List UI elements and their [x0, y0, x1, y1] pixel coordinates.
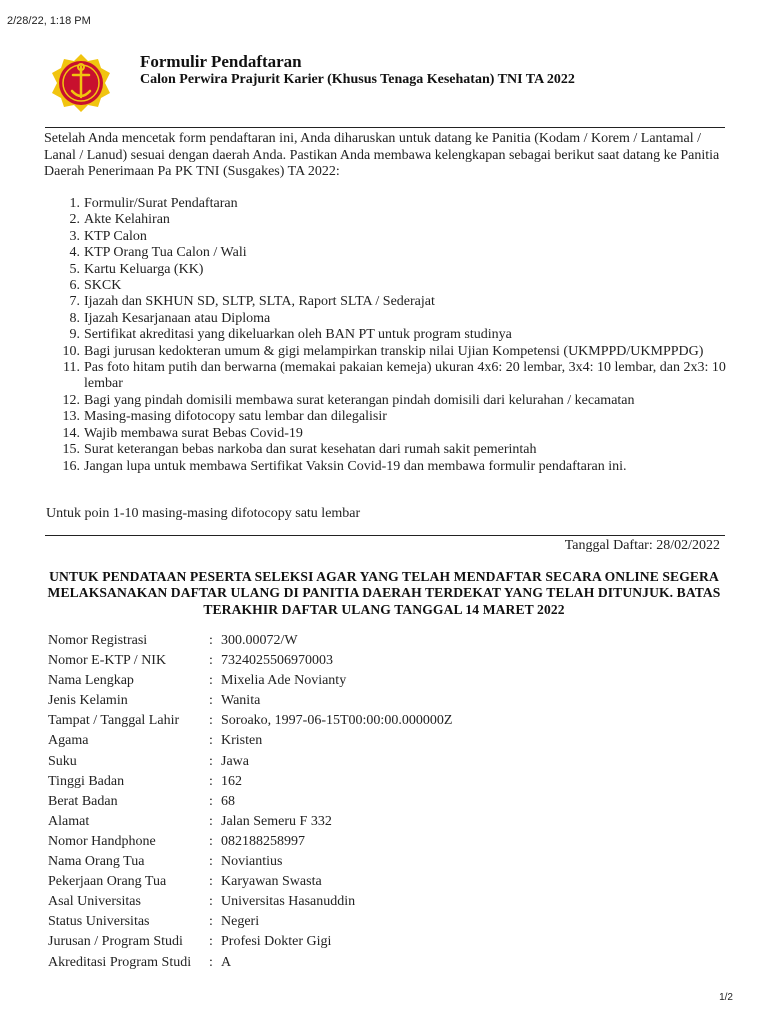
field-value: 082188258997: [221, 833, 305, 849]
reregistration-notice: UNTUK PENDATAAN PESERTA SELEKSI AGAR YANG TELAH MENDAFTAR SECARA ONLINE SEGERA MELAKSANAKAN DAFTAR ULANG DI PANITIA DAERAH TERDEKAT YANG TELAH DITUNJUK. BATAS TERAKHIR DAFTAR ULANG TANGGAL 14 MARET 2022: [47, 569, 721, 617]
requirement-number: 3.: [69, 228, 80, 244]
requirement-text: Ijazah Kesarjanaan atau Diploma: [84, 310, 271, 326]
requirement-number: 12.: [62, 392, 80, 408]
requirements-list: [46, 196, 726, 475]
field-value: Kristen: [221, 733, 263, 749]
field-value: Mixelia Ade Novianty: [221, 673, 347, 689]
requirement-item: [46, 442, 726, 458]
field-separator: :: [209, 833, 213, 849]
requirement-text: Formulir/Surat Pendaftaran: [84, 196, 238, 211]
field-value: Soroako, 1997-06-15T00:00:00.000000Z: [221, 713, 453, 729]
data-row: [46, 893, 452, 913]
field-separator: :: [209, 854, 213, 870]
data-row: [46, 793, 452, 813]
requirement-text: Kartu Keluarga (KK): [84, 261, 204, 277]
field-label: Status Universitas: [48, 914, 150, 930]
field-label: Alamat: [48, 813, 90, 829]
data-row: [46, 652, 452, 672]
requirement-item: [46, 426, 726, 442]
field-label: Agama: [48, 733, 89, 749]
field-label: Nomor Registrasi: [48, 633, 148, 648]
intro-paragraph: Setelah Anda mencetak form pendaftaran ini, Anda diharuskan untuk datang ke Panitia (Kodam / Korem / Lantamal / Lanal / Lanud) sesuai dengan daerah Anda. Pastikan Anda membawa kelengkapan sebagai berikut saat datang ke Panitia Daerah Penerimaan Pa PK TNI (Susgakes) TA 2022:: [44, 131, 720, 179]
field-label: Suku: [48, 753, 77, 769]
applicant-data-table: [46, 632, 452, 974]
field-value: Negeri: [221, 914, 260, 930]
data-row: [46, 632, 452, 652]
print-timestamp: 2/28/22, 1:18 PM: [7, 15, 91, 27]
data-row: [46, 853, 452, 873]
note-text: Untuk poin 1-10 masing-masing difotocopy satu lembar: [46, 506, 361, 521]
requirement-number: 4.: [69, 245, 80, 261]
requirement-item: [46, 409, 726, 425]
requirement-item: [46, 212, 726, 228]
requirement-text: Akte Kelahiran: [84, 212, 170, 228]
requirement-item: [46, 294, 726, 310]
requirement-number: 9.: [69, 327, 80, 343]
divider-bottom: [45, 535, 725, 536]
requirement-text: KTP Orang Tua Calon / Wali: [84, 245, 247, 261]
field-label: Nama Lengkap: [48, 673, 134, 689]
field-separator: :: [209, 914, 213, 930]
field-separator: :: [209, 793, 213, 809]
tni-emblem-icon: [51, 53, 111, 113]
requirement-text: Jangan lupa untuk membawa Sertifikat Vaksin Covid-19 dan membawa formulir pendaftaran ini.: [84, 458, 627, 474]
field-separator: :: [209, 934, 213, 950]
requirement-item: [46, 245, 726, 261]
requirement-item: [46, 344, 726, 360]
registration-date: Tanggal Daftar: 28/02/2022: [564, 538, 720, 553]
requirement-number: 2.: [69, 212, 80, 228]
requirement-number: 10.: [62, 343, 80, 359]
data-row: [46, 813, 452, 833]
field-value: 68: [221, 793, 235, 809]
data-row: [46, 933, 452, 953]
field-value: Jawa: [221, 753, 249, 769]
field-value: A: [221, 954, 232, 970]
requirement-number: 7.: [69, 294, 80, 310]
field-separator: :: [209, 733, 213, 749]
form-title: Formulir Pendaftaran: [140, 52, 302, 71]
requirement-text: Ijazah dan SKHUN SD, SLTP, SLTA, Raport SLTA / Sederajat: [84, 294, 435, 310]
field-label: Pekerjaan Orang Tua: [48, 874, 167, 890]
field-separator: :: [209, 813, 213, 829]
requirement-number: 8.: [69, 310, 80, 326]
field-separator: :: [209, 633, 213, 648]
requirement-item: [46, 360, 726, 393]
field-separator: :: [209, 954, 213, 970]
requirement-number: 1.: [69, 196, 80, 211]
data-row: [46, 833, 452, 853]
data-row: [46, 732, 452, 752]
requirement-text: Masing-masing difotocopy satu lembar dan dilegalisir: [84, 409, 387, 425]
requirement-number: 16.: [62, 458, 80, 474]
field-separator: :: [209, 673, 213, 689]
field-separator: :: [209, 894, 213, 910]
field-separator: :: [209, 753, 213, 769]
field-value: Noviantius: [221, 854, 283, 870]
field-separator: :: [209, 653, 213, 669]
requirement-item: [46, 393, 726, 409]
field-label: Tinggi Badan: [48, 773, 125, 789]
page-number: 1/2: [719, 992, 733, 1003]
data-row: [46, 954, 452, 974]
requirement-number: 6.: [69, 278, 80, 294]
requirement-item: [46, 327, 726, 343]
requirement-item: [46, 311, 726, 327]
field-value: Universitas Hasanuddin: [221, 894, 356, 910]
requirement-text: Bagi yang pindah domisili membawa surat keterangan pindah domisili dari kelurahan / kecamatan: [84, 392, 635, 408]
requirement-text: SKCK: [84, 278, 122, 294]
field-label: Jenis Kelamin: [48, 693, 128, 709]
requirement-item: [46, 229, 726, 245]
requirement-item: [46, 196, 726, 212]
divider-top: [45, 127, 725, 128]
field-label: Nomor E-KTP / NIK: [48, 653, 167, 669]
field-separator: :: [209, 693, 213, 709]
requirement-number: 13.: [62, 409, 80, 425]
field-label: Tampat / Tanggal Lahir: [48, 713, 180, 729]
field-label: Nama Orang Tua: [48, 854, 145, 870]
data-row: [46, 913, 452, 933]
field-label: Berat Badan: [48, 793, 118, 809]
field-value: Karyawan Swasta: [221, 874, 322, 890]
form-subtitle: Calon Perwira Prajurit Karier (Khusus Tenaga Kesehatan) TNI TA 2022: [140, 72, 575, 87]
requirement-text: Bagi jurusan kedokteran umum & gigi melampirkan transkip nilai Ujian Kompetensi (UKMPPD/UKMPPDG): [84, 343, 704, 359]
field-value: Profesi Dokter Gigi: [221, 934, 332, 950]
data-row: [46, 753, 452, 773]
data-row: [46, 672, 452, 692]
requirement-text: Surat keterangan bebas narkoba dan surat kesehatan dari rumah sakit pemerintah: [84, 442, 537, 458]
data-row: [46, 873, 452, 893]
requirement-number: 11.: [63, 360, 80, 376]
data-row: [46, 692, 452, 712]
field-label: Asal Universitas: [48, 894, 141, 910]
field-value: 162: [221, 773, 242, 789]
field-separator: :: [209, 874, 213, 890]
requirement-text: Pas foto hitam putih dan berwarna (memakai pakaian kemeja) ukuran 4x6: 20 lembar, 3x4: 10 lembar, dan 2x3: 10 lembar: [84, 360, 726, 392]
data-row: [46, 773, 452, 793]
requirement-number: 5.: [69, 261, 80, 277]
requirement-number: 15.: [62, 442, 80, 458]
requirement-text: KTP Calon: [84, 228, 147, 244]
field-label: Jurusan / Program Studi: [48, 934, 183, 950]
requirement-text: Sertifikat akreditasi yang dikeluarkan oleh BAN PT untuk program studinya: [84, 327, 512, 343]
requirement-item: [46, 278, 726, 294]
data-row: [46, 712, 452, 732]
requirement-number: 14.: [62, 425, 80, 441]
field-label: Nomor Handphone: [48, 833, 156, 849]
requirement-text: Wajib membawa surat Bebas Covid-19: [84, 425, 303, 441]
field-separator: :: [209, 713, 213, 729]
field-value: 300.00072/W: [221, 633, 298, 648]
field-value: 7324025506970003: [221, 653, 333, 669]
field-label: Akreditasi Program Studi: [48, 954, 192, 970]
requirement-item: [46, 262, 726, 278]
field-separator: :: [209, 773, 213, 789]
field-value: Wanita: [221, 693, 261, 709]
field-value: Jalan Semeru F 332: [221, 813, 332, 829]
requirement-item: [46, 459, 726, 475]
